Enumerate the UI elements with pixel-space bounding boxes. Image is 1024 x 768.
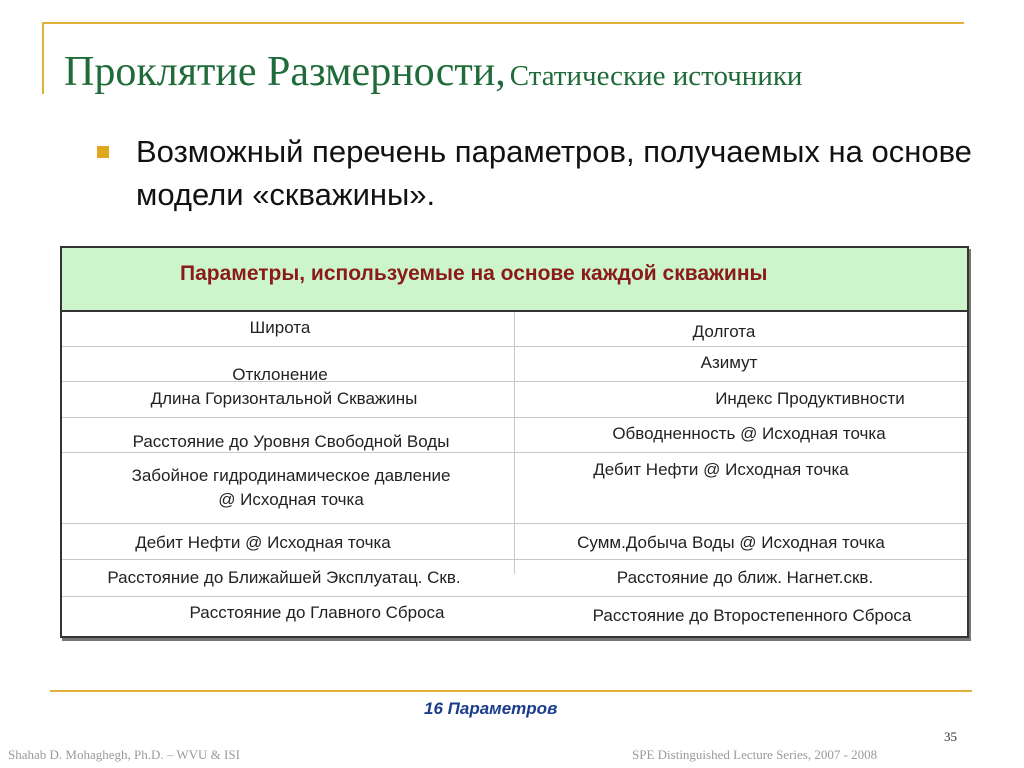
title-sub: Статические источники <box>509 60 803 92</box>
row-divider <box>62 596 967 597</box>
bullet-text: Возможный перечень параметров, получаемых на основе модели «скважины». <box>136 134 972 212</box>
table-cell-right: Азимут <box>700 353 758 372</box>
top-accent-line <box>42 22 964 24</box>
slide-title <box>64 48 802 96</box>
table-cell-right: Расстояние до ближ. Нагнет.скв. <box>616 568 874 587</box>
table-cell-right: Индекс Продуктивности <box>715 389 905 408</box>
table-cell-right: Долгота <box>692 322 756 341</box>
left-accent-line <box>42 22 44 94</box>
parameter-count: 16 Параметров <box>424 699 558 718</box>
footer-series: SPE Distinguished Lecture Series, 2007 - 2008 <box>632 747 878 762</box>
table-cell-left-line2: @ Исходная точка <box>218 490 364 509</box>
bottom-accent-line <box>50 690 972 692</box>
table-header <box>62 248 967 312</box>
bullet-square-icon <box>97 146 109 158</box>
table-cell-left: Отклонение <box>232 365 328 384</box>
table-cell-left: Длина Горизонтальной Скважины <box>150 389 418 408</box>
table-cell-right: Расстояние до Второстепенного Сброса <box>592 606 912 625</box>
table-cell-right: Дебит Нефти @ Исходная точка <box>593 460 849 479</box>
table-cell-left: Забойное гидродинамическое давление <box>131 466 451 485</box>
table-cell-left: Широта <box>249 318 311 337</box>
footer-author: Shahab D. Mohaghegh, Ph.D. – WVU & ISI <box>8 747 240 762</box>
parameters-table <box>60 246 969 638</box>
table-header-label: Параметры, используемые на основе каждой скважины <box>180 262 768 285</box>
table-cell-right: Обводненность @ Исходная точка <box>612 424 886 443</box>
title-main: Проклятие Размерности, <box>64 49 506 95</box>
table-cell-left: Дебит Нефти @ Исходная точка <box>135 533 391 552</box>
table-cell-left: Расстояние до Главного Сброса <box>189 603 445 622</box>
table-cell-right: Сумм.Добыча Воды @ Исходная точка <box>577 533 885 552</box>
table-cell-left: Расстояние до Уровня Свободной Воды <box>132 432 450 451</box>
table-cell-left: Расстояние до Ближайшей Эксплуатац. Скв. <box>107 568 461 587</box>
column-divider <box>514 312 515 574</box>
page-number: 35 <box>944 729 957 744</box>
